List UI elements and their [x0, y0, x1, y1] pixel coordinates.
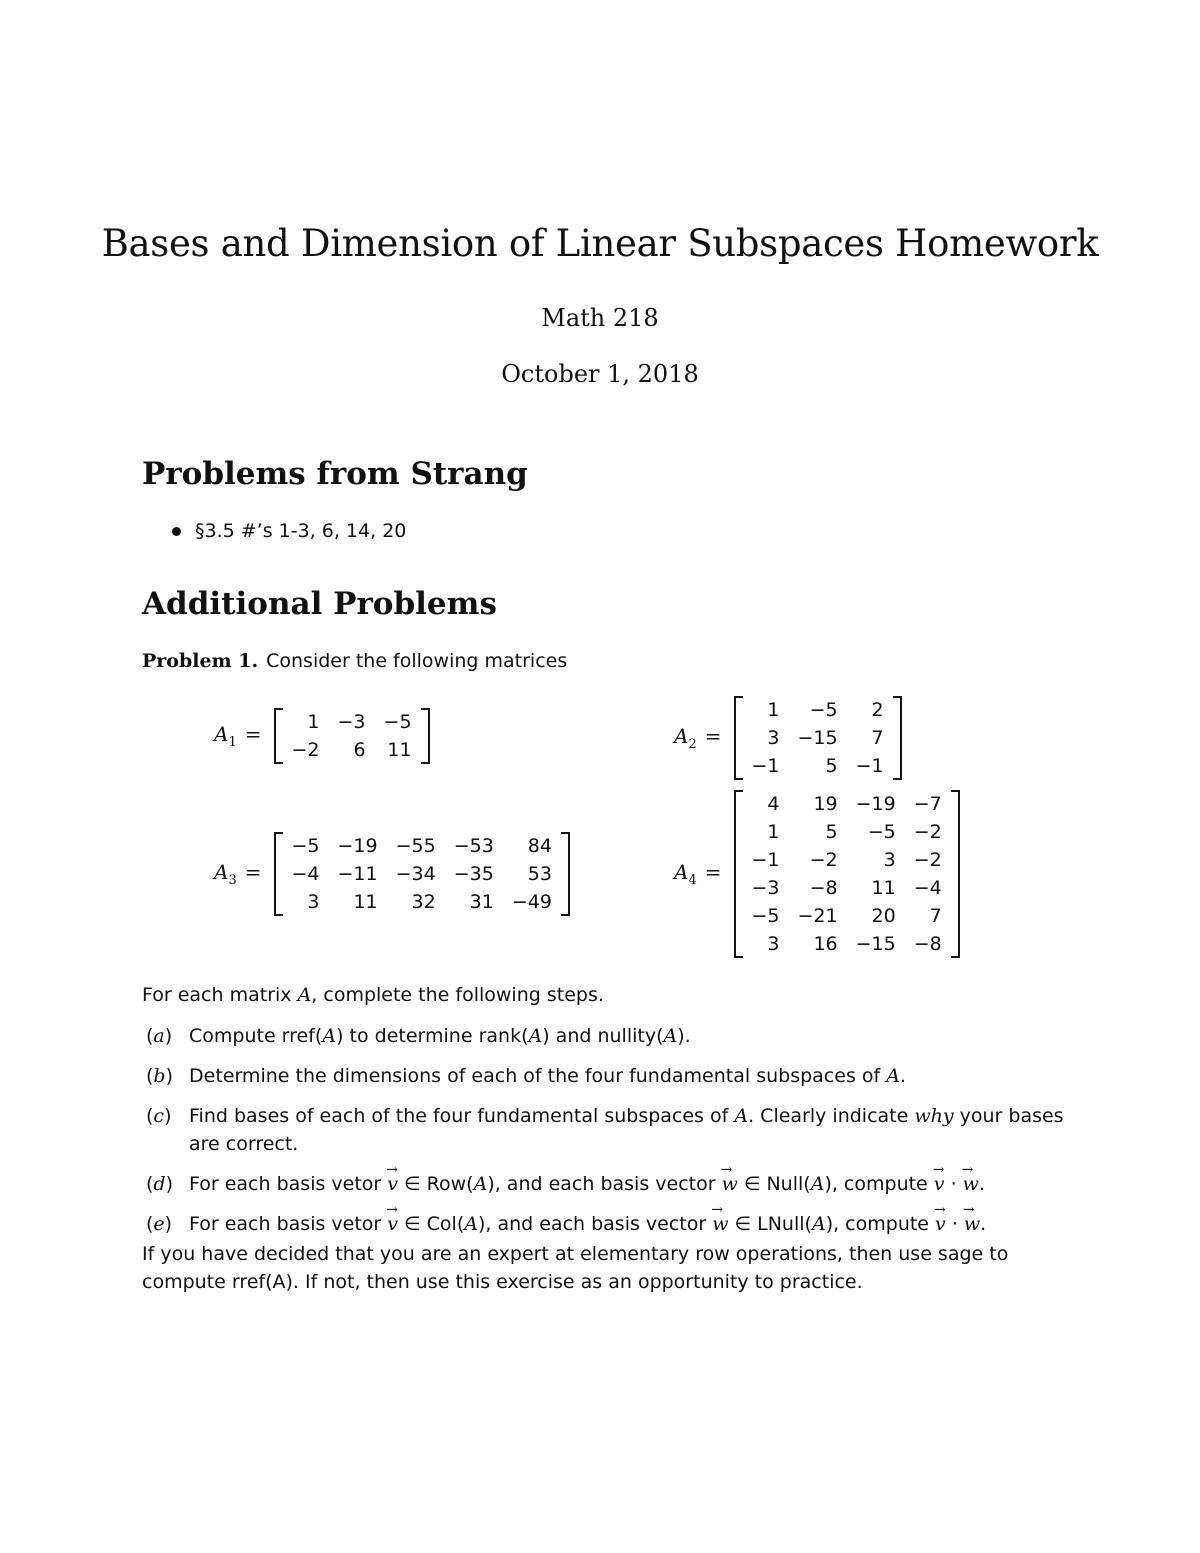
- matrix-row: [743, 752, 893, 780]
- step-label: (d): [146, 1173, 174, 1195]
- matrix-a1: [214, 708, 430, 764]
- bullet-icon: [172, 527, 181, 536]
- matrix-label: $A_2$ =: [674, 724, 722, 752]
- matrix-a3-table: [283, 832, 561, 916]
- matrix-a3: [214, 832, 570, 916]
- matrix-cell: 16: [813, 933, 838, 955]
- matrix-cell: 7: [871, 727, 884, 749]
- matrix-cell: 4: [767, 793, 780, 815]
- step-label: (c): [146, 1105, 172, 1127]
- step-item-d: [142, 1170, 1082, 1198]
- matrix-row: [283, 832, 561, 860]
- matrix-a4: [674, 790, 960, 958]
- matrix-cell: 6: [353, 739, 366, 761]
- matrix-row: [743, 902, 951, 930]
- matrix-cell: 19: [813, 793, 838, 815]
- matrix-row: [743, 930, 951, 958]
- matrix-label: $A_1$ =: [214, 722, 262, 750]
- matrix-row: [283, 708, 421, 736]
- matrix-row: [283, 736, 421, 764]
- matrix-cell: −5: [809, 699, 838, 721]
- matrix-a1-table: [283, 708, 421, 764]
- step-label: (b): [146, 1065, 174, 1087]
- matrix-cell: −55: [395, 835, 436, 857]
- matrix-cell: −5: [291, 835, 320, 857]
- matrix-cell: 11: [353, 891, 378, 913]
- matrix-cell: 1: [767, 821, 780, 843]
- matrix-cell: 3: [883, 849, 896, 871]
- document-title: Bases and Dimension of Linear Subspaces Homework: [101, 222, 1099, 265]
- matrix-cell: −2: [291, 739, 320, 761]
- matrix-cell: −15: [797, 727, 838, 749]
- matrix-cell: −5: [383, 711, 412, 733]
- matrix-row: [743, 696, 893, 724]
- closing-paragraph: If you have decided that you are an expert at elementary row operations, then use sage to compute rref(A). If not, then use this exercise as an opportunity to practice.: [142, 1243, 1009, 1293]
- matrix-cell: 1: [767, 699, 780, 721]
- matrix-cell: −53: [453, 835, 494, 857]
- instructions-lead: For each matrix A, complete the following steps.: [142, 984, 604, 1006]
- step-text: Find bases of each of the four fundamental subspaces of A. Clearly indicate why your bases are correct.: [189, 1105, 1064, 1155]
- problem-1-intro: [142, 650, 567, 672]
- matrix-cell: −3: [337, 711, 366, 733]
- matrix-cell: −19: [855, 793, 896, 815]
- matrix-cell: −2: [809, 849, 838, 871]
- matrix-cell: −34: [395, 863, 436, 885]
- matrix-row: [743, 846, 951, 874]
- matrix-cell: 3: [767, 727, 780, 749]
- matrix-cell: −1: [751, 849, 780, 871]
- matrix-row: [743, 790, 951, 818]
- document-date: October 1, 2018: [501, 360, 699, 388]
- matrix-row: [743, 724, 893, 752]
- matrix-cell: 53: [527, 863, 552, 885]
- matrix-cell: 5: [825, 755, 838, 777]
- matrix-cell: 2: [871, 699, 884, 721]
- matrix-cell: −4: [913, 877, 942, 899]
- matrix-cell: −1: [855, 755, 884, 777]
- matrix-label: $A_4$ =: [674, 860, 722, 888]
- matrix-cell: 3: [767, 933, 780, 955]
- matrix-cell: −11: [337, 863, 378, 885]
- matrix-cell: 20: [871, 905, 896, 927]
- step-text: Determine the dimensions of each of the four fundamental subspaces of A.: [189, 1065, 907, 1087]
- matrix-cell: 31: [469, 891, 494, 913]
- matrix-cell: −3: [751, 877, 780, 899]
- matrix-cell: −2: [913, 849, 942, 871]
- matrix-a2-table: [743, 696, 893, 780]
- matrix-cell: 7: [929, 905, 942, 927]
- strang-list-item: [172, 520, 406, 542]
- step-text: For each basis vetor → v ∈ Row(A), and each basis vector → w ∈ Null(A), compute → v · → w.: [189, 1170, 1082, 1198]
- matrix-cell: −2: [913, 821, 942, 843]
- matrix-row: [743, 818, 951, 846]
- matrix-cell: −4: [291, 863, 320, 885]
- matrix-cell: 1: [307, 711, 320, 733]
- step-text: Compute rref(A) to determine rank(A) and nullity(A).: [189, 1025, 691, 1047]
- step-label: (e): [146, 1213, 173, 1235]
- matrix-cell: −5: [751, 905, 780, 927]
- matrix-cell: 5: [825, 821, 838, 843]
- matrix-cell: 32: [411, 891, 436, 913]
- problem-intro-text: Consider the following matrices: [266, 650, 568, 672]
- matrix-cell: 84: [527, 835, 552, 857]
- matrix-cell: −7: [913, 793, 942, 815]
- steps-list: [142, 1022, 1082, 1250]
- matrix-cell: −21: [797, 905, 838, 927]
- matrix-a4-table: [743, 790, 951, 958]
- step-item-e: [142, 1210, 1082, 1238]
- matrix-cell: −8: [809, 877, 838, 899]
- matrix-cell: −19: [337, 835, 378, 857]
- matrix-row: [283, 860, 561, 888]
- step-text: For each basis vetor → v ∈ Col(A), and each basis vector → w ∈ LNull(A), compute → v · → w.: [189, 1210, 1082, 1238]
- step-item-b: [142, 1062, 1082, 1090]
- course-name: Math 218: [541, 304, 659, 332]
- matrix-cell: −1: [751, 755, 780, 777]
- step-item-a: [142, 1022, 1082, 1050]
- matrix-cell: −8: [913, 933, 942, 955]
- matrix-cell: −35: [453, 863, 494, 885]
- step-item-c: [142, 1102, 1082, 1158]
- matrix-cell: 3: [307, 891, 320, 913]
- problem-label: Problem 1.: [142, 650, 259, 672]
- matrix-cell: 11: [871, 877, 896, 899]
- strang-item-text: §3.5 #’s 1-3, 6, 14, 20: [195, 520, 407, 542]
- section-heading-strang: Problems from Strang: [142, 456, 528, 492]
- step-label: (a): [146, 1025, 173, 1047]
- matrix-row: [743, 874, 951, 902]
- matrix-row: [283, 888, 561, 916]
- matrix-label: $A_3$ =: [214, 860, 262, 888]
- matrix-cell: −5: [867, 821, 896, 843]
- matrix-cell: −15: [855, 933, 896, 955]
- section-heading-additional: Additional Problems: [142, 586, 497, 622]
- matrix-a2: [674, 696, 902, 780]
- matrix-cell: −49: [511, 891, 552, 913]
- matrix-cell: 11: [387, 739, 412, 761]
